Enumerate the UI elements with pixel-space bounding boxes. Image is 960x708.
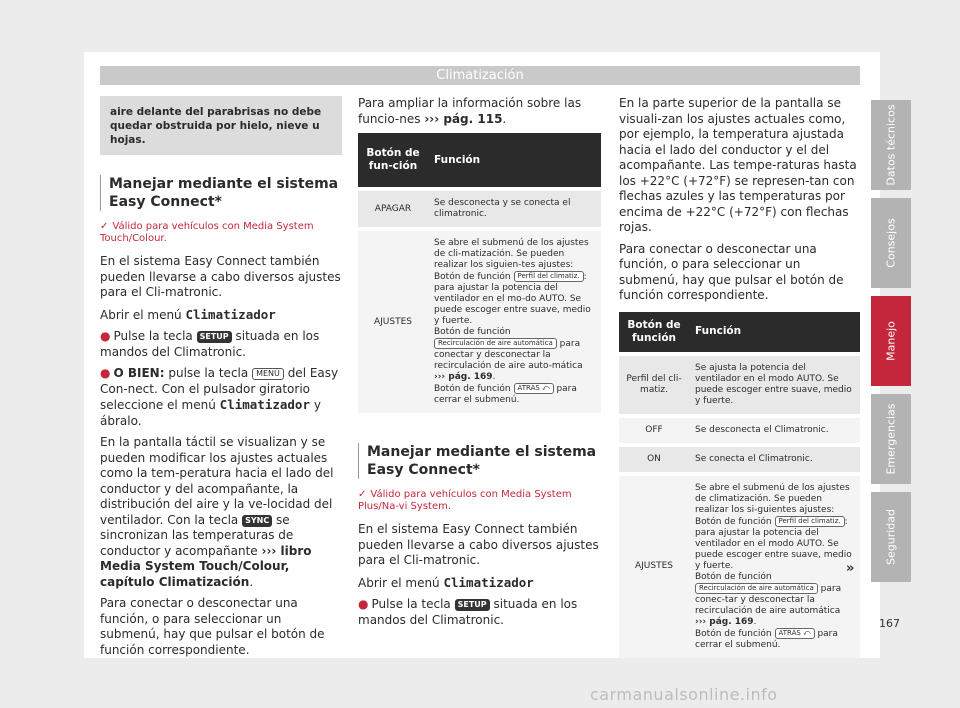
tab-emergencias[interactable] bbox=[871, 394, 911, 484]
table-row bbox=[358, 229, 601, 413]
menu-key-icon: MENÚ bbox=[252, 368, 284, 380]
intro-text bbox=[358, 96, 601, 127]
check-icon: ✓ bbox=[358, 489, 367, 500]
bullet-icon: ● bbox=[100, 329, 111, 343]
table-header: Botón de fun-ción bbox=[358, 133, 428, 189]
cross-reference[interactable]: ››› libro Media System Touch/Colour, capítulo Climatización bbox=[100, 543, 312, 589]
chapter-title: Climatización bbox=[100, 66, 860, 85]
text: Se abre el submenú de los ajustes de cli-matización. Se pueden realizar los siguien-tes ajustes: bbox=[434, 238, 589, 270]
text: . bbox=[492, 372, 496, 382]
text: : para ajustar la potencia del ventilador en el modo AUTO. Se puede escoger entre suave, medio y fuerte. bbox=[695, 516, 852, 571]
table-cell: Se desconecta y se conecta el climatronic. bbox=[428, 189, 601, 229]
text: . bbox=[753, 616, 757, 627]
tab-label: Consejos bbox=[884, 218, 898, 268]
paragraph-1 bbox=[100, 435, 342, 590]
text: Botón de función bbox=[434, 327, 511, 337]
menu-name: Climatizador bbox=[185, 306, 276, 322]
text: . bbox=[249, 574, 254, 589]
text: para conectar y desconectar la recirculación de aire auto-mática bbox=[434, 339, 583, 371]
text: para cerrar el submenú. bbox=[434, 384, 577, 405]
text: del Easy Con-nect. Con el pulsador giratorio seleccione el menú bbox=[100, 366, 339, 412]
warning-box: aire delante del parabrisas no debe quedar obstruida por hielo, nieve u hojas. bbox=[100, 96, 342, 155]
validity-text: Válido para vehículos con Media System Plus/Na-vi System. bbox=[358, 489, 572, 512]
menu-line bbox=[100, 307, 342, 324]
table-cell: ON bbox=[619, 445, 689, 474]
recirculation-button-icon: Recirculación de aire automática bbox=[434, 338, 557, 349]
text: En la pantalla táctil se visualizan y se pueden modificar los ajustes actuales como la tem-peratura hacia el lado del conductor y del acompañante, la distribución del aire y la ve-locidad del ventilador. Con la tecla bbox=[100, 435, 334, 527]
text: se sincronizan las temperaturas de conductor y acompañante bbox=[100, 512, 294, 558]
column-2 bbox=[358, 96, 601, 634]
setup-key-icon: SETUP bbox=[197, 331, 232, 343]
table-cell: APAGAR bbox=[358, 189, 428, 229]
text: para cerrar el submenú. bbox=[695, 628, 838, 650]
menu-name: Climatizador bbox=[219, 397, 310, 412]
paragraph-2: Para conectar o desconectar una función, o para seleccionar un submenú, hay que pulsar el botón de función correspondiente. bbox=[100, 596, 325, 657]
tab-consejos[interactable] bbox=[871, 198, 911, 288]
text: Botón de función bbox=[434, 272, 511, 282]
setup-key-icon: SETUP bbox=[455, 599, 490, 611]
cross-reference[interactable]: ››› pág. 169 bbox=[434, 372, 493, 382]
table-cell: Se ajusta la potencia del ventilador en el modo AUTO. Se puede escoger entre suave, medio y fuerte. bbox=[689, 354, 860, 416]
text: Botón de función bbox=[695, 516, 772, 527]
cross-reference[interactable]: ››› pág. 169 bbox=[695, 616, 754, 627]
table-header: Función bbox=[689, 312, 860, 354]
text: situada en los mandos del Climatronic. bbox=[358, 597, 578, 627]
column-3 bbox=[619, 96, 860, 658]
page-number: 167 bbox=[879, 617, 900, 630]
tab-label: Manejo bbox=[884, 321, 898, 361]
table-row bbox=[619, 474, 860, 658]
validity-note bbox=[358, 489, 601, 513]
text: para conec-tar y desconectar la recirculación de aire automática bbox=[695, 583, 842, 616]
menu-prefix: Abrir el menú bbox=[358, 575, 440, 590]
text: : para ajustar la potencia del ventilador en el mo-do AUTO. Se puede escoger entre suave, medio y fuerte. bbox=[434, 272, 591, 326]
check-icon: ✓ bbox=[100, 221, 109, 232]
column-1 bbox=[100, 96, 342, 664]
intro-text: En el sistema Easy Connect también pueden llevarse a cabo diversos ajustes para el Cli-matronic. bbox=[358, 522, 599, 567]
bullet-1 bbox=[358, 597, 601, 628]
text: pulse la tecla bbox=[168, 366, 249, 380]
table-cell: Se conecta el Climatronic. bbox=[689, 445, 860, 474]
function-table bbox=[358, 133, 601, 413]
table-cell: OFF bbox=[619, 416, 689, 445]
text: Pulse la tecla bbox=[113, 329, 193, 343]
back-button-icon: ATRÁS ⤺ bbox=[775, 628, 815, 639]
text: Pulse la tecla bbox=[371, 597, 451, 611]
tab-manejo[interactable] bbox=[871, 296, 911, 386]
menu-name: Climatizador bbox=[443, 574, 534, 590]
continue-icon: » bbox=[846, 561, 855, 576]
intro-text: En el sistema Easy Connect también pueden llevarse a cabo diversos ajustes para el Cli-matronic. bbox=[100, 254, 341, 299]
tab-label: Datos técnicos bbox=[884, 104, 898, 186]
paragraph-2: Para conectar o desconectar una función, o para seleccionar un submenú, hay que pulsar el botón de función correspondiente. bbox=[619, 241, 844, 302]
watermark: carmanualsonline.info bbox=[590, 685, 778, 704]
text: . bbox=[502, 111, 507, 126]
tab-label: Seguridad bbox=[884, 509, 898, 565]
bullet-icon: ● bbox=[100, 366, 111, 380]
validity-text: Válido para vehículos con Media System Touch/Colour. bbox=[100, 221, 314, 244]
bullet-icon: ● bbox=[358, 597, 369, 611]
table-cell: AJUSTES bbox=[619, 474, 689, 658]
tab-label: Emergencias bbox=[884, 403, 898, 475]
table-cell: Perfil del cli-matiz. bbox=[619, 354, 689, 416]
table-row bbox=[619, 416, 860, 445]
table-header: Función bbox=[428, 133, 601, 189]
menu-line bbox=[358, 575, 601, 592]
tab-datos-tecnicos[interactable] bbox=[871, 100, 911, 190]
table-cell: AJUSTES bbox=[358, 229, 428, 413]
cross-reference[interactable]: ››› pág. 115 bbox=[424, 111, 503, 126]
table-row bbox=[619, 445, 860, 474]
back-button-icon: ATRÁS ⤺ bbox=[514, 383, 554, 394]
table-row bbox=[358, 189, 601, 229]
text: Botón de función bbox=[434, 384, 511, 394]
profile-button-icon: Perfil del climatiz. bbox=[775, 516, 845, 527]
text: Botón de función bbox=[695, 571, 772, 582]
text: y ábralo. bbox=[100, 398, 321, 428]
bullet-2 bbox=[100, 366, 342, 429]
table-cell bbox=[689, 474, 860, 658]
text: Para ampliar la información sobre las funcio-nes bbox=[358, 96, 582, 126]
text: situada en los mandos del Climatronic. bbox=[100, 329, 320, 359]
side-navigation bbox=[871, 100, 911, 590]
table-cell bbox=[428, 229, 601, 413]
paragraph-1: En la parte superior de la pantalla se visuali-zan los ajustes actuales como, por ejemplo, la temperatura ajustada hacia el lado del conductor y el del acompañante. Las tempe-raturas hasta los +22°C (+72°F) se represen-tan con flechas azules y las temperaturas por encima de +22°C (+72°F) con flechas rojas. bbox=[619, 96, 857, 234]
function-table bbox=[619, 312, 860, 658]
section-heading: Manejar mediante el sistema Easy Connect* bbox=[100, 175, 342, 211]
recirculation-button-icon: Recirculación de aire automática bbox=[695, 583, 818, 594]
bullet-1 bbox=[100, 329, 342, 360]
table-row bbox=[619, 354, 860, 416]
section-heading: Manejar mediante el sistema Easy Connect* bbox=[358, 443, 601, 479]
validity-note bbox=[100, 221, 342, 245]
text: Botón de función bbox=[695, 628, 772, 639]
text: Se abre el submenú de los ajustes de climatización. Se pueden realizar los si-guientes ajustes: bbox=[695, 482, 850, 515]
profile-button-icon: Perfil del climatiz. bbox=[514, 271, 584, 282]
sync-key-icon: SYNC bbox=[242, 515, 272, 527]
text: O BIEN: bbox=[113, 366, 165, 380]
menu-prefix: Abrir el menú bbox=[100, 307, 182, 322]
table-cell: Se desconecta el Climatronic. bbox=[689, 416, 860, 445]
table-header: Botón de función bbox=[619, 312, 689, 354]
tab-seguridad[interactable] bbox=[871, 492, 911, 582]
